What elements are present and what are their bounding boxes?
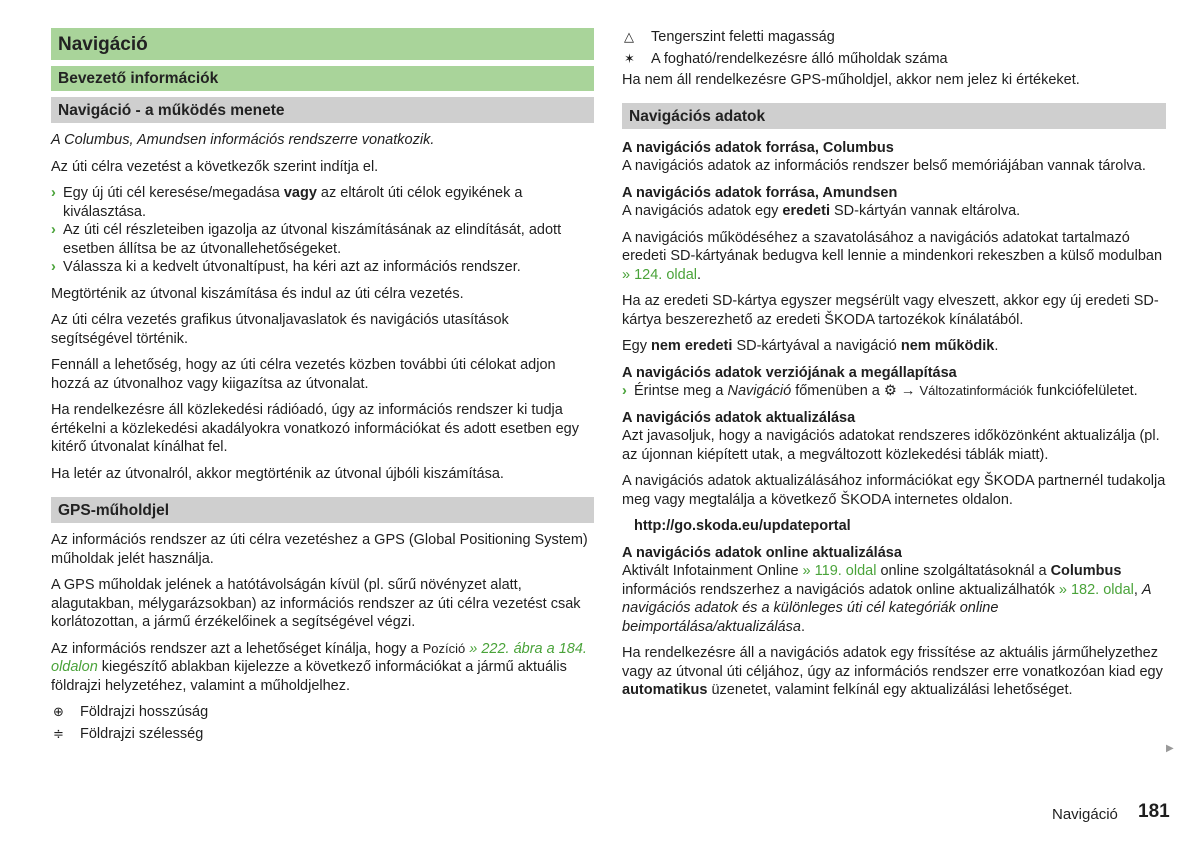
subheading: A navigációs adatok forrása, Columbus [622,139,894,156]
paragraph: Az úti célra vezetés grafikus útvonaljavaslatok és navigációs utasítások segítségével történik. [51,312,509,347]
page-link[interactable]: » 124. oldal [622,266,697,283]
settings-icon: ⚙ → [883,383,920,399]
subheading: A navigációs adatok forrása, Amundsen [622,184,898,201]
bullet-arrow-icon: › [622,383,627,399]
menu-item-position: Pozíció [422,640,466,656]
bullet-arrow-icon: › [51,222,56,238]
paragraph: Ha letér az útvonalról, akkor megtörténik az útvonal újbóli kiszámítása. [51,465,504,482]
paragraph: A navigációs adatok aktualizálásához információkat egy ŠKODA partnernél tudakolja meg vagy megtalálja a következő ŠKODA internetes oldalon. [622,473,1166,508]
figure-link[interactable]: » 222. ábra a 184. oldalon [51,640,587,675]
page-link[interactable]: » 182. oldal [1054,581,1134,598]
bullet-arrow-icon: › [51,259,56,275]
paragraph: A navigációs adatok az információs rendszer belső memóriájában vannak tárolva. [622,158,1146,174]
paragraph: Fennáll a lehetőség, hogy az úti célra vezetés közben további úti célokat adjon hozzá az útvonalhoz vagy kiigazítsa az útvonalat. [51,357,556,392]
right-column [622,28,1166,708]
continue-arrow-icon: ▶ [1166,743,1174,754]
left-column [51,28,594,746]
paragraph: Megtörténik az útvonal kiszámítása és indul az úti célra vezetés. [51,285,464,302]
paragraph: Az információs rendszer az úti célra vezetéshez a GPS (Global Positioning System) műholdak jelét használja. [51,532,588,567]
paragraph: Az úti célra vezetést a következők szerint indítja el. [51,158,379,175]
icon-legend-altitude: △ Tengerszint feletti magasság [624,29,835,45]
icon-legend-satellites: ✶ A fogható/rendelkezésre álló műholdak száma [624,50,948,67]
section-heading-intro: Bevezető információk [51,66,594,91]
paragraph: A GPS műholdak jelének a hatótávolságán kívül (pl. sűrű növényzet alatt, alagutakban, mélygarázsokban) az információs rendszer az úti célra vezetést csak korlátozottan, a jármű érzékelőinek a segítségével végzi. [51,577,581,630]
paragraph: Ha nem áll rendelkezésre GPS-műholdjel, akkor nem jelez ki értékeket. [622,72,1080,88]
chapter-title: Navigáció [51,28,594,60]
page-number: 181 [1138,801,1170,822]
paragraph: Az információs rendszer azt a lehetőséget kínálja, hogy a Pozíció » 222. ábra a 184. oldalon kiegészítő ablakban kijelezze a következő információkat a jármű aktuális földrajzi helyzetéhez, valamint a műholdjelhez. [51,640,587,694]
footer-chapter-title: Navigáció [1052,806,1118,823]
paragraph: A navigációs adatok egy eredeti SD-kártyán vannak eltárolva. [622,203,1021,219]
bullet-item: › Egy új úti cél keresése/megadása vagy az eltárolt úti célok egyikének a kiválasztása. [51,185,523,220]
menu-item-version-info: Változatinformációk [919,383,1033,398]
applicability-note: A Columbus, Amundsen információs rendszerre vonatkozik. [51,132,435,148]
satellite-icon: ✶ [624,50,635,66]
icon-legend-longitude: ⊕ Földrajzi hosszúság [53,704,209,720]
bullet-item: › Az úti cél részleteiben igazolja az útvonal kiszámításának az elindítását, adott esetben állítsa be az útvonallehetőségeket. [51,222,562,257]
bullet-arrow-icon: › [51,185,56,201]
bullet-item: › Érintse meg a Navigáció főmenüben a ⚙ → Változatinformációk funkciófelületet. [622,383,1138,399]
bullet-item: › Válassza ki a kedvelt útvonaltípust, ha kéri azt az információs rendszer. [51,259,521,275]
paragraph: Ha az eredeti SD-kártya egyszer megsérült vagy elveszett, akkor egy új eredeti SD-kártya beszerezhető az eredeti ŠKODA tartozékok kínálatából. [622,293,1159,328]
icon-legend-latitude: ≑ Földrajzi szélesség [53,725,204,742]
section-heading-operation: Navigáció - a működés menete [51,97,594,123]
subheading: A navigációs adatok online aktualizálása [622,544,902,561]
paragraph: A navigációs működéséhez a szavatolásához a navigációs adatokat tartalmazó eredeti SD-kártyának bedugva kell lennie a mindenkori rekeszben a külső modulban » 124. oldal. [622,229,1163,283]
subheading: A navigációs adatok verziójának a megállapítása [622,364,957,381]
altitude-icon: △ [624,29,634,44]
paragraph: Egy nem eredeti SD-kártyával a navigáció nem működik. [622,338,999,354]
update-portal-url[interactable]: http://go.skoda.eu/updateportal [634,518,851,534]
section-heading-gps: GPS-műholdjel [51,497,594,523]
subheading: A navigációs adatok aktualizálása [622,409,856,426]
page-link[interactable]: » 119. oldal [798,563,877,579]
longitude-icon: ⊕ [53,704,64,719]
paragraph: Aktivált Infotainment Online » 119. oldal online szolgáltatásoknál a Columbus információs rendszerhez a navigációs adatok online aktualizálhatók » 182. oldal, A navigációs adatok és a különleges úti cél kategóriák online beimportálása/aktualizálása. [622,563,1152,635]
section-heading-nav-data: Navigációs adatok [622,103,1166,129]
paragraph: Ha rendelkezésre áll a navigációs adatok egy frissítése az aktuális járműhelyzethez vagy az útvonal úti céljához, úgy az információs rendszer erre vonatkozóan kiad egy automatikus üzenetet, valamint felkínál egy aktualizálási lehetőséget. [622,645,1163,698]
latitude-icon: ≑ [53,725,64,741]
paragraph: Ha rendelkezésre áll közlekedési rádióadó, úgy az információs rendszer ki tudja értékelni a közlekedési akadályokra vonatkozó információkat és adott esetben egy kitérő útvonalat kínálhat fel. [51,402,579,455]
paragraph: Azt javasoljuk, hogy a navigációs adatokat rendszeres időközönként aktualizálja (pl. az újonnan kiépített utak, a megváltozott közlekedési táblák miatt). [622,428,1160,463]
